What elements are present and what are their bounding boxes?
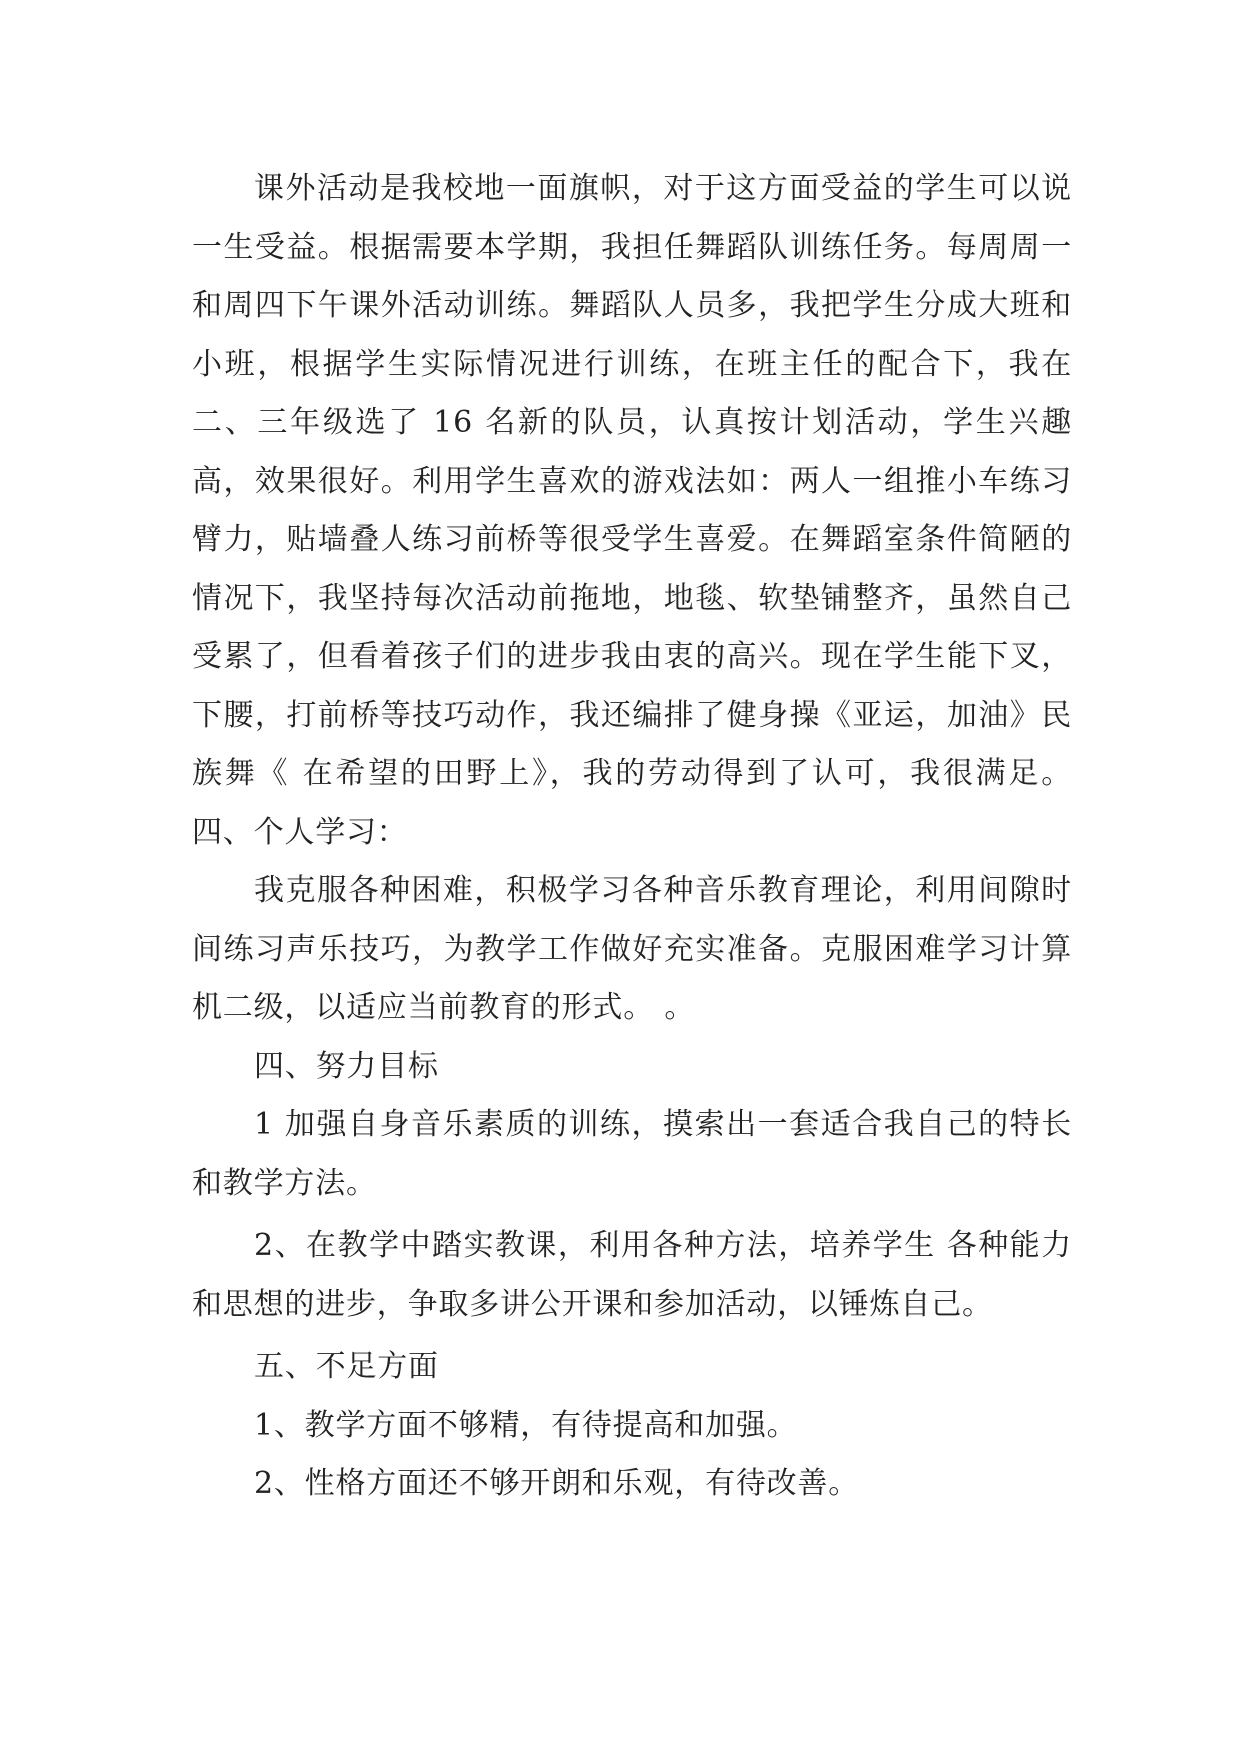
document-body — [192, 160, 1072, 1514]
heading-goals: 四、努力目标 — [254, 1048, 439, 1084]
paragraph-shortcoming-1: 1、教学方面不够精，有待提高和加强。 — [254, 1407, 798, 1443]
heading-shortcomings: 五、不足方面 — [254, 1349, 439, 1384]
paragraph-shortcoming-2: 2、性格方面还不够开朗和乐观，有待改善。 — [254, 1466, 860, 1501]
paragraph-personal-study: 我克服各种困难，积极学习各种音乐教育理论，利用间隙时间练习声乐技巧，为教学工作做好充实准备。克服困难学习计算机二级，以适应当前教育的形式。 。 — [192, 873, 1072, 1025]
paragraph-goal-2: 2、在教学中踏实教课，利用各种方法，培养学生 各种能力和思想的进步，争取多讲公开课和参加活动，以锤炼自己。 — [192, 1228, 1072, 1322]
paragraph-extracurricular: 课外活动是我校地一面旗帜，对于这方面受益的学生可以说一生受益。根据需要本学期，我担任舞蹈队训练任务。每周周一和周四下午课外活动训练。舞蹈队人员多，我把学生分成大班和小班，根据学生实际情况进行训练，在班主任的配合下，我在二、三年级选了 16 名新的队员，认真按计划活动，学生兴趣高，效果很好。利用学生喜欢的游戏法如：两人一组推小车练习臂力，贴墙叠人练习前桥等很受学生喜爱。在舞蹈室条件简陋的情况下，我坚持每次活动前拖地，地毯、软垫铺整齐，虽然自己受累了，但看着孩子们的进步我由衷的高兴。现在学生能下叉，下腰，打前桥等技巧动作，我还编排了健身操《亚运，加油》民族舞《 在希望的田野上》，我的劳动得到了认可，我很满足。 四、个人学习： — [192, 171, 1072, 850]
paragraph-goal-1: 1 加强自身音乐素质的训练，摸索出一套适合我自己的特长和教学方法。 — [192, 1107, 1072, 1201]
